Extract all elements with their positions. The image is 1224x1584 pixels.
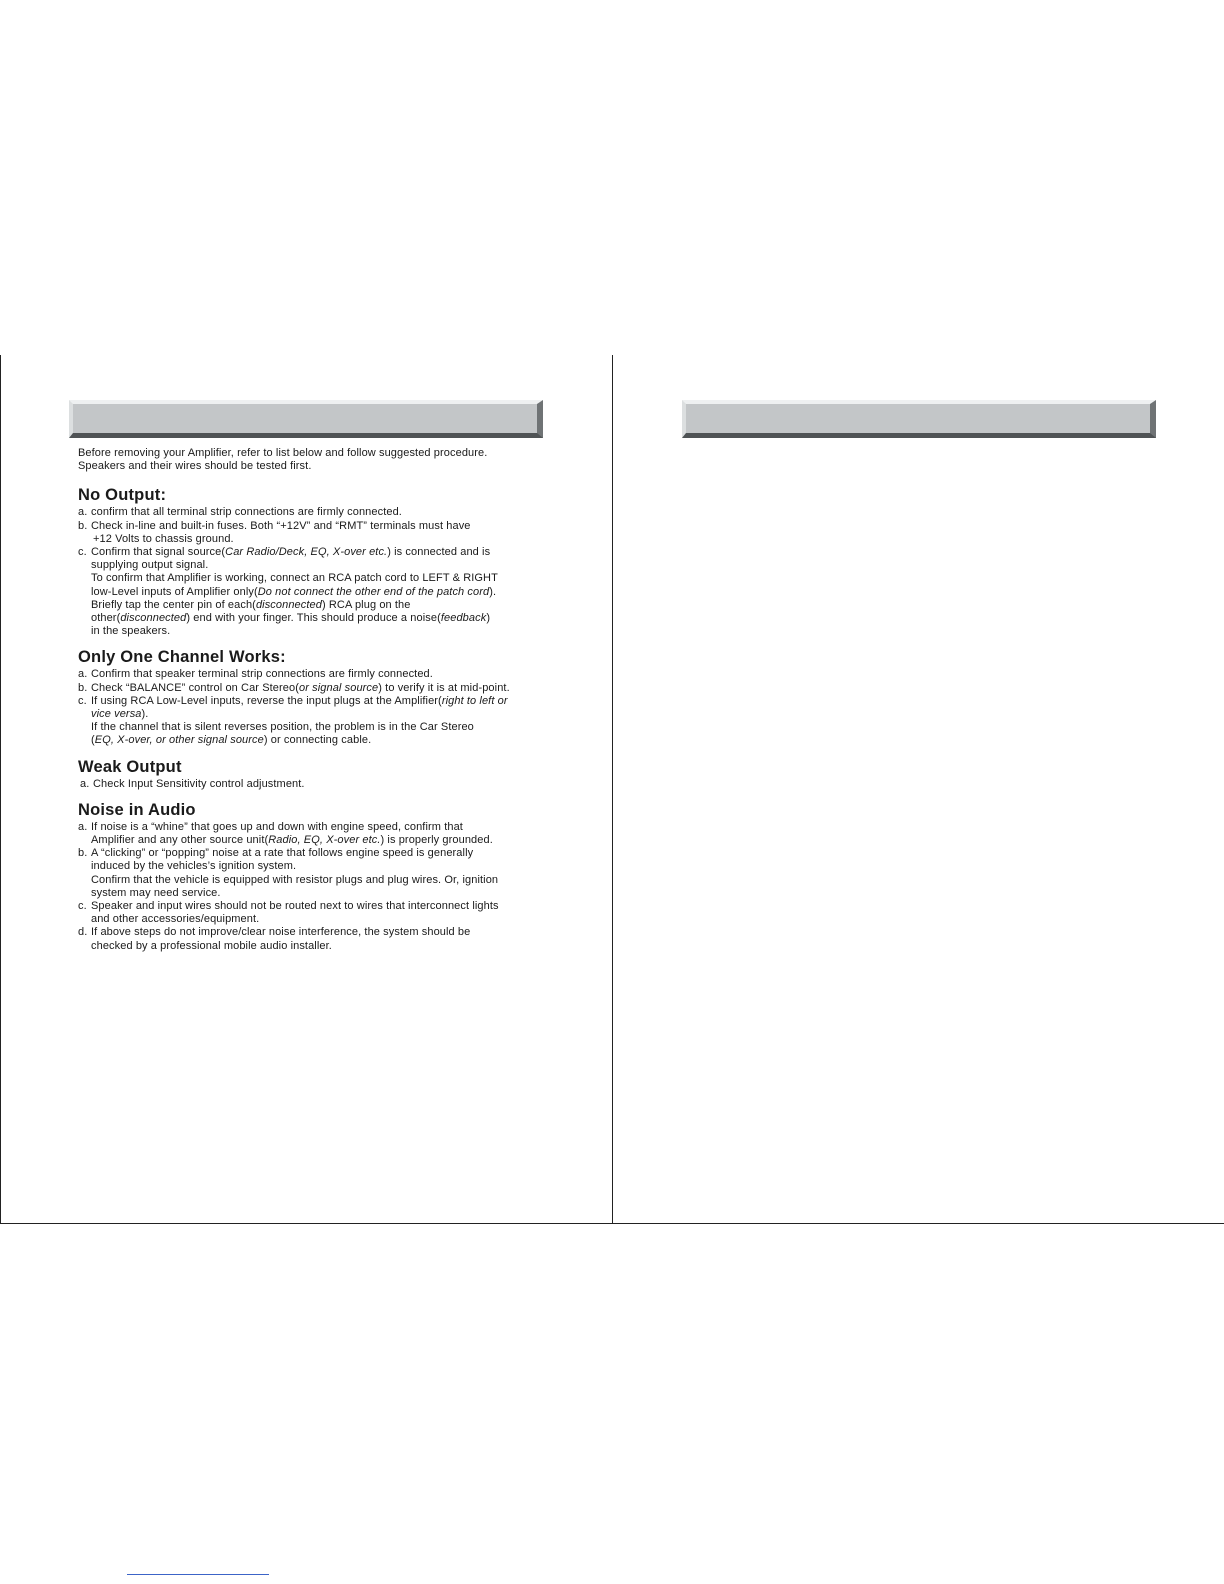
item-text: Check in-line and built-in fuses. Both “+12V” and “RMT” terminals must have xyxy=(91,519,471,532)
item-label: a. xyxy=(78,668,88,681)
intro-line: Speakers and their wires should be tested first. xyxy=(78,460,312,473)
item-text: Amplifier and any other source unit(Radio, EQ, X-over etc.) is properly grounded. xyxy=(91,834,493,847)
item-text: (EQ, X-over, or other signal source) or connecting cable. xyxy=(91,734,372,747)
heading-noise: Noise in Audio xyxy=(78,800,196,819)
item-label: b. xyxy=(78,847,88,860)
page-edge-left xyxy=(0,355,1,1224)
troubleshooting-text xyxy=(78,447,558,962)
item-text: If above steps do not improve/clear noise interference, the system should be xyxy=(91,926,471,939)
section-no-output xyxy=(78,485,558,638)
left-header-banner xyxy=(69,400,543,438)
right-header-banner xyxy=(682,400,1156,438)
item-label: a. xyxy=(80,777,90,790)
heading-one-channel: Only One Channel Works: xyxy=(78,648,286,667)
section-weak-output xyxy=(78,757,558,791)
item-text: Confirm that the vehicle is equipped with resistor plugs and plug wires. Or, ignition xyxy=(91,873,499,886)
list-item xyxy=(78,900,558,926)
intro-line: Before removing your Amplifier, refer to list below and follow suggested procedure. xyxy=(78,447,488,459)
list-item xyxy=(78,520,558,546)
heading-no-output: No Output: xyxy=(78,486,167,505)
item-text: Check “BALANCE” control on Car Stereo(or signal source) to verify it is at mid-point. xyxy=(91,681,510,694)
item-label: b. xyxy=(78,519,88,532)
list-item xyxy=(78,847,558,900)
list-item xyxy=(78,695,558,748)
item-text: Confirm that speaker terminal strip connections are firmly connected. xyxy=(91,668,433,681)
list-item xyxy=(78,821,558,847)
list-item xyxy=(78,546,558,638)
item-label: b. xyxy=(78,681,88,694)
item-text: system may need service. xyxy=(91,886,221,899)
item-text: If using RCA Low-Level inputs, reverse the input plugs at the Amplifier(right to left or xyxy=(91,694,508,707)
item-text: +12 Volts to chassis ground. xyxy=(93,532,234,545)
item-text: other(disconnected) end with your finger. This should produce a noise(feedback) xyxy=(91,612,491,625)
item-text: Speaker and input wires should not be routed next to wires that interconnect lights xyxy=(91,900,499,913)
item-text: Confirm that signal source(Car Radio/Deck, EQ, X-over etc.) is connected and is xyxy=(91,546,491,559)
item-text: and other accessories/equipment. xyxy=(91,913,260,926)
item-text: Check Input Sensitivity control adjustment. xyxy=(93,777,305,790)
footer-underline xyxy=(127,1574,269,1575)
item-label: d. xyxy=(78,926,88,939)
list-item xyxy=(80,778,558,791)
item-text: induced by the vehicles’s ignition system. xyxy=(91,860,297,873)
item-label: a. xyxy=(78,506,88,519)
item-text: A “clicking” or “popping” noise at a rate that follows engine speed is generally xyxy=(91,847,474,860)
list-item xyxy=(78,506,558,519)
item-text: If the channel that is silent reverses position, the problem is in the Car Stereo xyxy=(91,721,474,734)
section-noise xyxy=(78,800,558,953)
section-one-channel xyxy=(78,647,558,747)
list-item xyxy=(78,668,558,681)
list-item xyxy=(78,926,558,952)
item-text: in the speakers. xyxy=(91,625,171,638)
item-text: If noise is a “whine” that goes up and down with engine speed, confirm that xyxy=(91,820,463,833)
item-text: checked by a professional mobile audio installer. xyxy=(91,939,332,952)
page-divider xyxy=(612,355,613,1224)
item-text: confirm that all terminal strip connections are firmly connected. xyxy=(91,506,402,519)
list-item xyxy=(78,682,558,695)
item-text: supplying output signal. xyxy=(91,559,209,572)
item-label: c. xyxy=(78,546,87,559)
page-edge-bottom xyxy=(0,1223,1224,1224)
item-label: a. xyxy=(78,820,88,833)
item-text: To confirm that Amplifier is working, connect an RCA patch cord to LEFT & RIGHT xyxy=(91,572,498,585)
item-label: c. xyxy=(78,694,87,707)
item-label: c. xyxy=(78,900,87,913)
item-text: low-Level inputs of Amplifier only(Do not connect the other end of the patch cord). xyxy=(91,585,497,598)
intro-paragraph xyxy=(78,447,558,473)
item-text: Briefly tap the center pin of each(disconnected) RCA plug on the xyxy=(91,598,411,611)
item-text: vice versa). xyxy=(91,708,149,721)
heading-weak-output: Weak Output xyxy=(78,757,182,776)
